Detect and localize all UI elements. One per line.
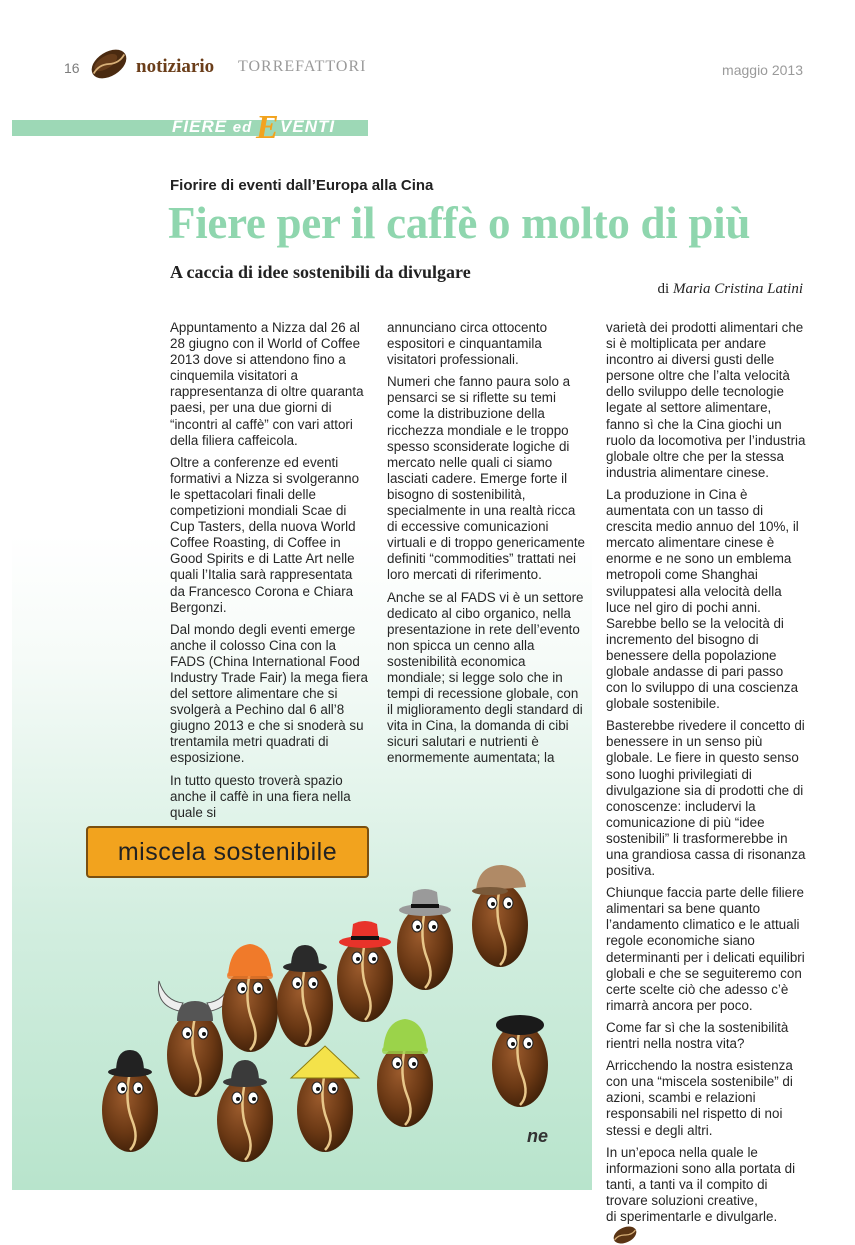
coffee-bean-character	[397, 889, 453, 990]
paragraph: Anche se al FADS vi è un settore dedicato al cibo organico, nella presentazione in rete dell’evento non spicca un cenno alla sostenibilità economica mondiale; si legge solo che in tempi di recessione globale, con il miglioramento degli standard di vita in Cina, la domanda di cibi sicuri salutari e nutrienti è enormemente aumentata; la	[387, 589, 584, 766]
text-column-1	[170, 320, 368, 827]
paragraph: Come far sì che la sostenibilità rientri nella nostra vita?	[606, 1019, 789, 1052]
section-tag-ed: ed	[232, 119, 253, 136]
coffee-bean-character	[217, 1060, 273, 1162]
coffee-bean-end-icon	[612, 1225, 638, 1245]
paragraph: annunciano circa ottocento espositori e cinquantamila visitatori professionali.	[387, 320, 548, 368]
section-tag-fiere: FIERE	[172, 117, 228, 136]
article-kicker: Fiorire di eventi dall’Europa alla Cina	[170, 177, 434, 194]
miscela-sostenibile-banner	[86, 826, 369, 878]
section-tag	[172, 109, 336, 146]
section-tag-big-e: E	[256, 109, 280, 146]
closing-line: di sperimentarle e divulgarle.	[606, 1208, 778, 1224]
paragraph: Dal mondo degli eventi emerge anche il colosso Cina con la FADS (China International Food Industry Trade Fair) la mega fiera del settore alimentare che si svolgerà a Pechino dal 6 all’8 giugno 2013 e che si snoderà su trentamila metri quadrati di esposizione.	[170, 621, 368, 766]
brand-name: notiziario	[136, 56, 215, 77]
paragraph: Basterebbe rivedere il concetto di benessere in un senso più globale. Le fiere in questo senso sono luoghi privilegiati di divulgazione sia di prodotti che di conoscenze: includervi la comunicazione di più “idee sostenibili” li trasformerebbe in una grandiosa cassa di risonanza positiva.	[606, 718, 806, 879]
coffee-bean-character	[102, 1050, 158, 1152]
banner-text: miscela sostenibile	[117, 838, 338, 866]
issue-date: maggio 2013	[722, 62, 803, 78]
coffee-beans-with-hats-illustration	[70, 840, 570, 1180]
byline	[658, 281, 803, 298]
coffee-bean-character	[472, 865, 528, 967]
page-number: 16	[64, 60, 80, 76]
article-headline: Fiere per il caffè o molto di più	[168, 198, 751, 248]
paragraph: La produzione in Cina è aumentata con un tasso di crescita medio annuo del 10%, il mercato alimentare cinese è enorme e ne sono un emblema metropoli come Shanghai sviluppatesi alla velocità della luce nel giro di pochi anni. Sarebbe bello se la velocità di incremento del bisogno di benessere della popolazione globale andasse di pari passo con lo sviluppo di una coscienza globale sostenibile.	[606, 486, 799, 712]
paragraph: Appuntamento a Nizza dal 26 al 28 giugno con il World of Coffee 2013 dove si attendono fino a cinquemila visitatori a rappresentanza di oltre quaranta paesi, per una due giorni di “incontri al caffè” con vari attori della filiera caffeicola.	[170, 320, 364, 448]
author-name: Maria Cristina Latini	[672, 281, 803, 297]
coffee-bean-character	[158, 981, 231, 1097]
byline-prefix: di	[657, 281, 670, 297]
coffee-bean-character	[222, 944, 278, 1052]
coffee-bean-character	[337, 921, 393, 1022]
paragraph: Arricchendo la nostra esistenza con una “miscela sostenibile” di azioni, scambi e relazioni responsabili nel rispetto di noi stessi e degli altri.	[606, 1058, 793, 1138]
text-column-3	[606, 320, 806, 1245]
paragraph: Oltre a conferenze ed eventi formativi a Nizza si svolgeranno le spettacolari finali delle competizioni mondiali Scae di Cup Tasters, della nuova World Coffee Roasting, di Coffee in Good Spirits e di Latte Art nelle quali l’Italia sarà rappresentata da Francesco Corona e Chiara Bergonzi.	[170, 454, 360, 615]
coffee-bean-character	[291, 1046, 359, 1152]
artist-signature: ne	[527, 1126, 549, 1146]
paragraph: In tutto questo troverà spazio anche il caffè in una fiera nella quale si	[170, 772, 351, 820]
section-tag-eventi: VENTI	[280, 117, 336, 136]
coffee-bean-character	[277, 945, 333, 1047]
paragraph: In un’epoca nella quale le informazioni sono alla portata di tanti, a tanti va il compito di trovare soluzioni creative,	[606, 1144, 796, 1208]
text-column-2	[387, 320, 587, 773]
coffee-bean-character	[377, 1019, 433, 1127]
coffee-bean-logo-icon	[88, 46, 130, 82]
coffee-bean-character	[492, 1015, 548, 1107]
paragraph: Numeri che fanno paura solo a pensarci se si riflette su temi come la distribuzione della ricchezza mondiale e le troppo spesso sconsiderate logiche di mercato nelle quali ci siamo lasciati cadere. Emerge forte il bisogno di sostenibilità, specialmente in una realtà ricca di eccessive comunicazioni virtuali e di troppo genericamente definiti “commodities” trattati nei loro mercati di riferimento.	[387, 374, 585, 583]
brand-subtitle: TORREFATTORI	[238, 58, 367, 75]
paragraph: varietà dei prodotti alimentari che si è moltiplicata per andare incontro ai diversi gusti delle persone oltre che l’alta velocità dello sviluppo delle tecnologie legate al settore alimentare, fanno sì che la Cina giochi un ruolo da locomotiva per l’industria globale oltre che per la stessa industria alimentare cinese.	[606, 320, 806, 480]
paragraph-last	[606, 1209, 806, 1245]
article-subhead: A caccia di idee sostenibili da divulgare	[170, 262, 471, 282]
paragraph: Chiunque faccia parte delle filiere alimentari sa bene quanto l’andamento climatico e le attuali regole economiche siano determinanti per i delicati equilibri globali e che se seguiteremo con certe scelte ciò che adesso c’è rimarrà ancora per poco.	[606, 885, 805, 1013]
